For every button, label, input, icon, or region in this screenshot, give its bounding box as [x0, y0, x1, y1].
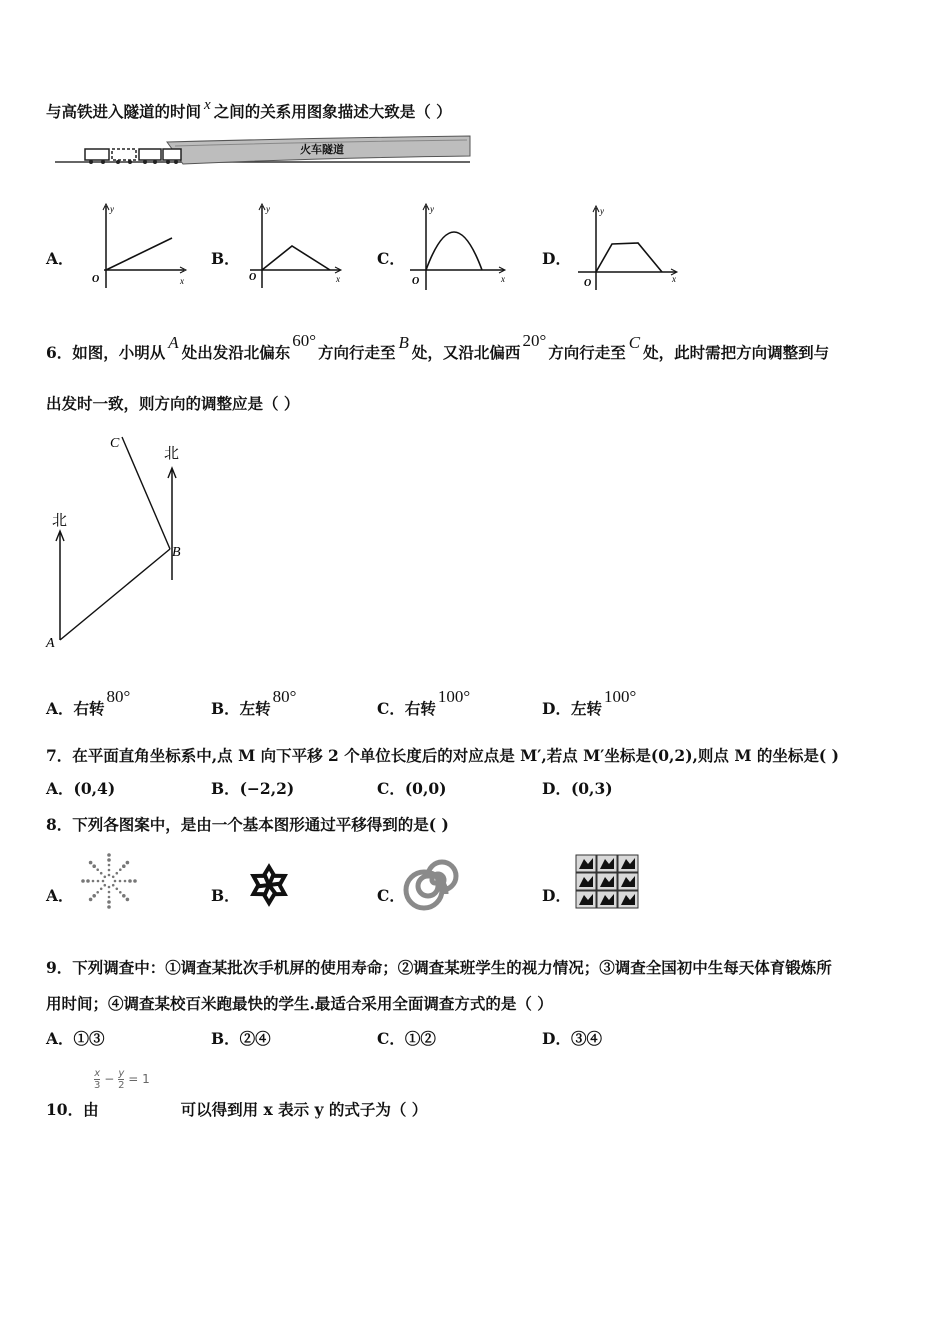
- q7-option-b[interactable]: B．(−2,2): [211, 779, 295, 798]
- q7-stem: 7．在平面直角坐标系中,点 M 向下平移 2 个单位长度后的对应点是 M′,若点 M′坐标是(0,2),则点 M 的坐标是( ): [46, 746, 839, 765]
- svg-text:x: x: [336, 274, 340, 284]
- q5-graph-d: [576, 204, 684, 294]
- q8-pattern-a-radial-dots: [76, 851, 142, 911]
- q5-option-d[interactable]: D．: [542, 249, 571, 268]
- q8-pattern-d-tiles: [574, 853, 640, 909]
- tunnel-train-illustration: [55, 136, 470, 170]
- q6-option-a[interactable]: A．右转80°: [46, 687, 131, 718]
- pattern-dot: [96, 891, 99, 894]
- q9-option-c[interactable]: C．①②: [377, 1029, 436, 1048]
- q5-graph-c: [406, 202, 511, 292]
- tunnel-label: 火车隧道: [300, 144, 344, 156]
- q8-pattern-c-spiral: [406, 852, 464, 908]
- north-label-a: 北: [52, 513, 68, 529]
- q6-stem-line1: 6．如图，小明从A处出发沿北偏东60°方向行走至B处，又沿北偏西20°方向行走至C处，此时需把方向调整到与: [46, 331, 830, 362]
- svg-text:O: O: [412, 276, 420, 287]
- svg-text:y: y: [110, 204, 114, 214]
- q8-option-a[interactable]: A．: [46, 886, 74, 905]
- pattern-dot: [119, 891, 122, 894]
- pattern-dot: [119, 868, 122, 871]
- pattern-dot: [126, 861, 130, 865]
- q9-option-a[interactable]: A．①③: [46, 1029, 105, 1048]
- q8-option-b[interactable]: B．: [211, 886, 240, 905]
- pattern-dot: [92, 880, 95, 883]
- q8-option-c[interactable]: C．: [377, 886, 405, 905]
- pattern-dot: [104, 884, 107, 887]
- point-b-label: B: [172, 545, 181, 560]
- q7-option-c[interactable]: C．(0,0): [377, 779, 447, 798]
- q9-option-d[interactable]: D．③④: [542, 1029, 602, 1048]
- pattern-dot: [92, 864, 96, 868]
- pattern-dot: [107, 900, 111, 904]
- pattern-dot: [96, 868, 99, 871]
- pattern-dot: [107, 858, 111, 862]
- pattern-dot: [128, 879, 132, 883]
- q7-option-a[interactable]: A．(0,4): [46, 779, 116, 798]
- pattern-dot: [97, 880, 100, 883]
- q10-formula: $\frac{x}{3}$ − $\frac{y}{2}$ = 1: [94, 1068, 150, 1091]
- q5-option-a[interactable]: A．: [46, 249, 74, 268]
- pattern-dot: [108, 896, 111, 899]
- pattern-dot: [81, 879, 85, 883]
- pattern-dot: [108, 869, 111, 872]
- q6-option-d[interactable]: D．左转100°: [542, 687, 637, 718]
- pattern-dot: [100, 888, 103, 891]
- q5-stem-var: x: [204, 97, 211, 113]
- svg-text:y: y: [266, 204, 270, 214]
- q5-graph-b: [246, 202, 346, 292]
- q6-option-b[interactable]: B．左转80°: [211, 687, 297, 718]
- q9-option-b[interactable]: B．②④: [211, 1029, 271, 1048]
- pattern-dot: [126, 898, 130, 902]
- q6-stem-line2: 出发时一致，则方向的调整应是（ ）: [46, 394, 300, 413]
- pattern-dot: [89, 898, 93, 902]
- pattern-dot: [112, 876, 115, 879]
- pattern-dot: [133, 879, 137, 883]
- pattern-dot: [107, 853, 111, 857]
- pattern-dot: [108, 864, 111, 867]
- pattern-dot: [86, 879, 90, 883]
- pattern-dot: [89, 861, 93, 865]
- pattern-dot: [119, 880, 122, 883]
- svg-text:y: y: [430, 204, 434, 214]
- svg-text:y: y: [600, 206, 604, 216]
- q8-option-d[interactable]: D．: [542, 886, 571, 905]
- svg-text:O: O: [584, 278, 592, 289]
- svg-text:O: O: [249, 272, 257, 283]
- q5-graph-a: [88, 202, 188, 292]
- pattern-dot: [100, 872, 103, 875]
- q8-pattern-b-flower: [240, 858, 298, 912]
- q6-option-c[interactable]: C．右转100°: [377, 687, 471, 718]
- pattern-dot: [102, 880, 105, 883]
- pattern-dot: [92, 894, 96, 898]
- q5-option-b[interactable]: B．: [211, 249, 240, 268]
- q8-stem: 8．下列各图案中，是由一个基本图形通过平移得到的是( ): [46, 815, 449, 834]
- q9-stem-line2: 用时间；④调查某校百米跑最快的学生.最适合采用全面调查方式的是（ ）: [46, 994, 553, 1013]
- svg-text:O: O: [92, 274, 100, 285]
- pattern-dot: [108, 874, 111, 877]
- pattern-dot: [112, 884, 115, 887]
- pattern-dot: [107, 905, 111, 909]
- q10-stem: 10．由 可以得到用 x 表示 y 的式子为（ ）: [46, 1100, 428, 1119]
- north-label-b: 北: [164, 446, 180, 462]
- svg-text:x: x: [501, 274, 505, 284]
- pattern-dot: [108, 886, 111, 889]
- pattern-dot: [124, 880, 127, 883]
- q7-option-d[interactable]: D．(0,3): [542, 779, 613, 798]
- pattern-dot: [116, 872, 119, 875]
- q5-option-c[interactable]: C．: [377, 249, 405, 268]
- pattern-dot: [116, 888, 119, 891]
- pattern-dot: [122, 894, 126, 898]
- pattern-dot: [122, 864, 126, 868]
- pattern-dot: [114, 880, 117, 883]
- svg-text:x: x: [180, 276, 184, 286]
- pattern-dot: [104, 876, 107, 879]
- point-a-label: A: [46, 636, 55, 651]
- q9-stem-line1: 9．下列调查中：①调查某批次手机屏的使用寿命；②调查某班学生的视力情况；③调查全国初中生每天体育锻炼所: [46, 958, 832, 977]
- svg-text:x: x: [672, 274, 676, 284]
- pattern-dot: [108, 891, 111, 894]
- point-c-label: C: [110, 436, 120, 451]
- q6-direction-diagram: [40, 425, 200, 655]
- q5-stem: 与高铁进入隧道的时间 x 之间的关系用图象描述大致是（ ）: [46, 97, 452, 121]
